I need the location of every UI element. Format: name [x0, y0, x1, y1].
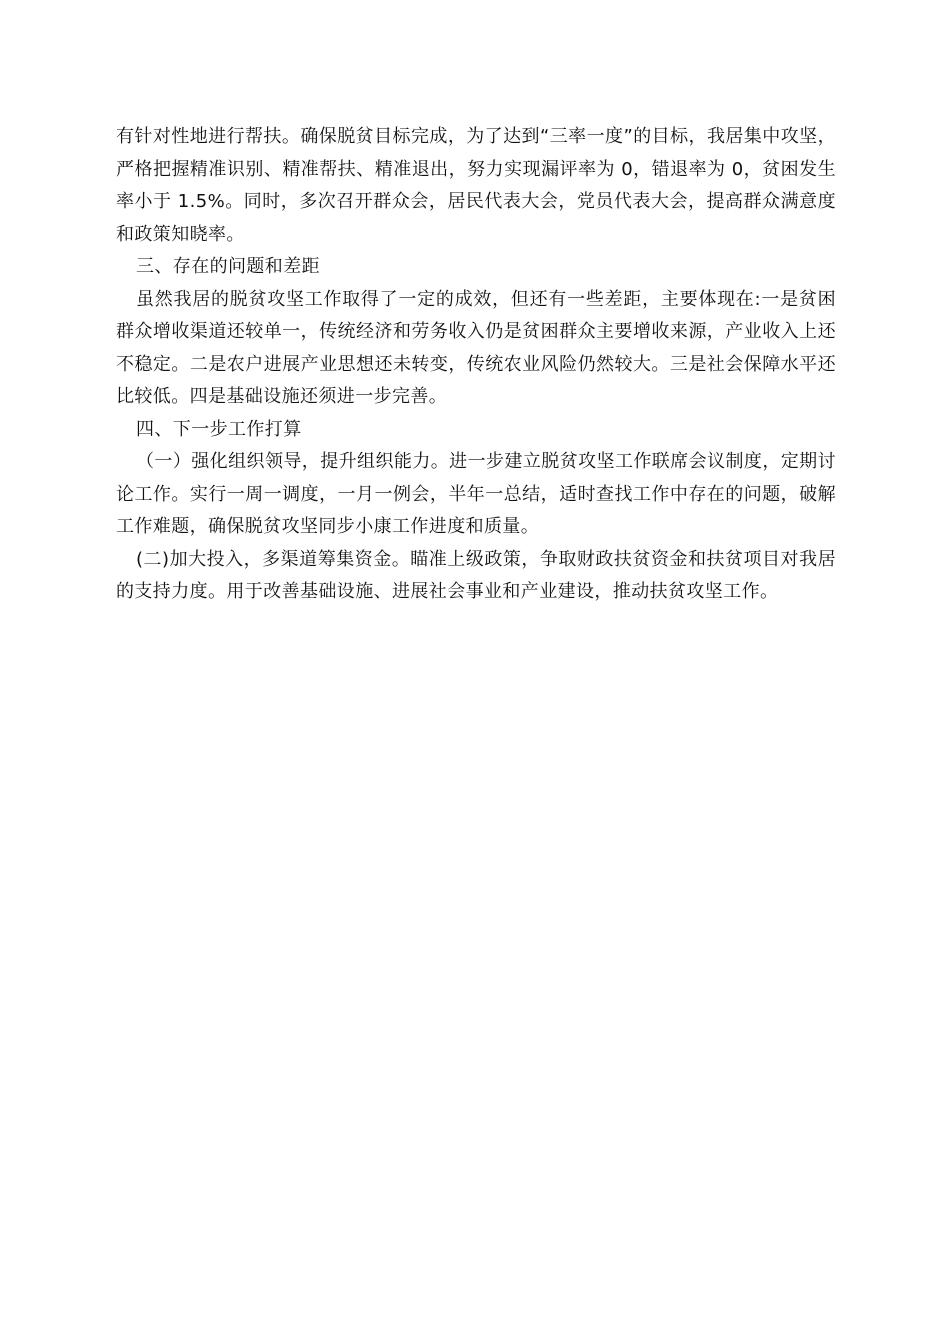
section-heading-problems: 三、存在的问题和差距 [136, 256, 320, 277]
document-body [116, 121, 836, 609]
paragraph-organization-leadership: （一）强化组织领导，提升组织能力。进一步建立脱贫攻坚工作联席会议制度，定期讨论工作。实行一周一调度，一月一例会，半年一总结，适时查找工作中存在的问题，破解工作难题，确保脱贫攻坚同步小康工作进度和质量。 [116, 451, 836, 537]
section-heading-next-steps: 四、下一步工作打算 [136, 418, 302, 440]
paragraph-poverty-targets: 有针对性地进行帮扶。确保脱贫目标完成，为了达到“三率一度”的目标，我居集中攻坚，严格把握精准识别、精准帮扶、精准退出，努力实现漏评率为 0，错退率为 0，贫困发生率小于 1.5%。同时，多次召开群众会，居民代表大会，党员代表大会，提高群众满意度和政策知晓率。 [116, 126, 836, 245]
paragraph-problems-gaps: 虽然我居的脱贫攻坚工作取得了一定的成效，但还有一些差距，主要体现在:一是贫困群众增收渠道还较单一，传统经济和劳务收入仍是贫困群众主要增收来源，产业收入上还不稳定。二是农户进展产业思想还未转变，传统农业风险仍然较大。三是社会保障水平还比较低。四是基础设施还须进一步完善。 [116, 288, 836, 407]
paragraph-funding-investment: (二)加大投入，多渠道筹集资金。瞄准上级政策，争取财政扶贫资金和扶贫项目对我居的支持力度。用于改善基础设施、进展社会事业和产业建设，推动扶贫攻坚工作。 [116, 548, 836, 602]
